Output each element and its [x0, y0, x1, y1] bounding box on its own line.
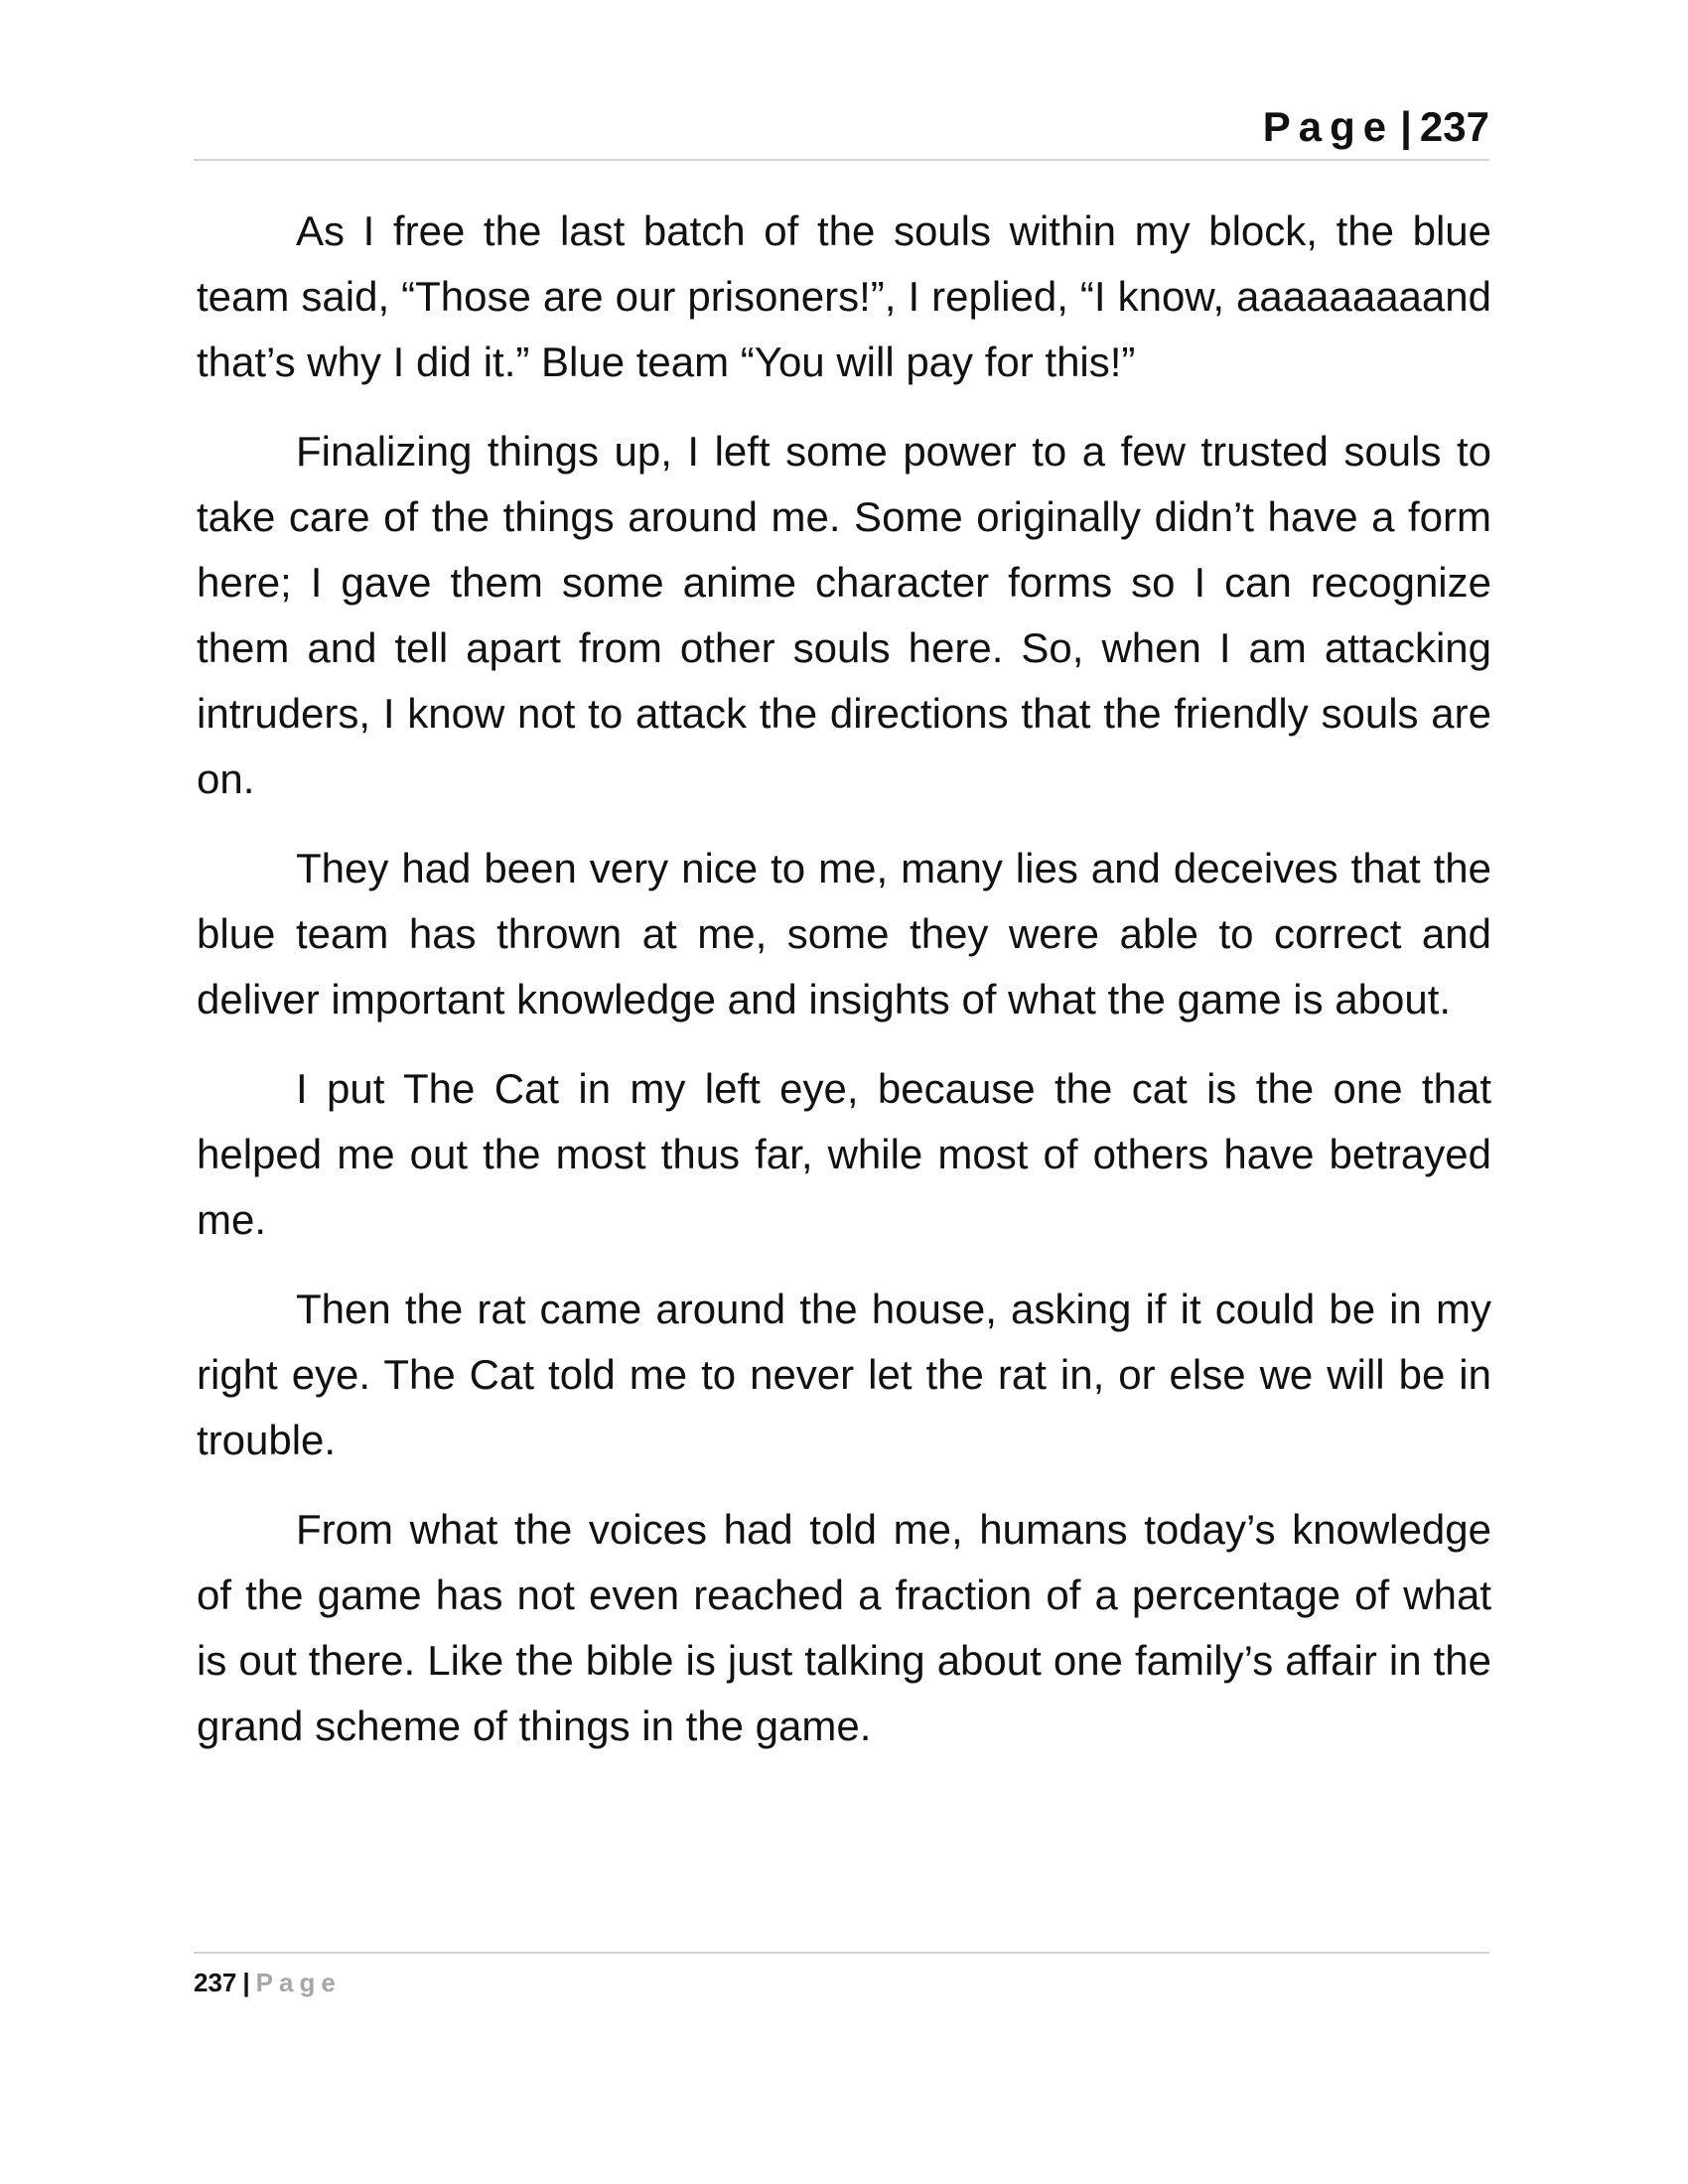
paragraph-5: Then the rat came around the house, asking if it could be in my right eye. The Cat told me to never let the rat in, or else we will be in trouble.: [197, 1286, 1491, 1463]
page-header: [194, 99, 1489, 161]
footer-page-word: Page: [255, 1968, 342, 1997]
header-page-number: 237: [1419, 103, 1489, 150]
paragraph-3: They had been very nice to me, many lies and deceives that the blue team has thrown at me, some they were able to correct and deliver important knowledge and insights of what the game is about.: [197, 845, 1491, 1023]
footer-page-number: 237: [194, 1968, 237, 1997]
header-page-word: Page: [1262, 103, 1395, 150]
page-body: [197, 199, 1491, 1783]
footer-separator: |: [242, 1968, 250, 1997]
header-separator: |: [1400, 103, 1412, 150]
paragraph-6: From what the voices had told me, humans today’s knowledge of the game has not even reached a fraction of a percentage of what is out there. Like the bible is just talking about one family’s affair in the grand scheme of things in the game.: [197, 1506, 1491, 1749]
page-footer: [194, 1952, 1489, 1998]
header-page-label: [1263, 103, 1489, 151]
paragraph-1: As I free the last batch of the souls within my block, the blue team said, “Those are our prisoners!”, I replied, “I know, aaaaaaaaand that’s why I did it.” Blue team “You will pay for this!”: [197, 207, 1491, 385]
paragraph-4: I put The Cat in my left eye, because the cat is the one that helped me out the most thus far, while most of others have betrayed me.: [197, 1065, 1491, 1243]
paragraph-2: Finalizing things up, I left some power to a few trusted souls to take care of the things around me. Some originally didn’t have a form here; I gave them some anime character forms so I can recognize them and tell apart from other souls here. So, when I am attacking intruders, I know not to attack the directions that the friendly souls are on.: [197, 428, 1491, 802]
